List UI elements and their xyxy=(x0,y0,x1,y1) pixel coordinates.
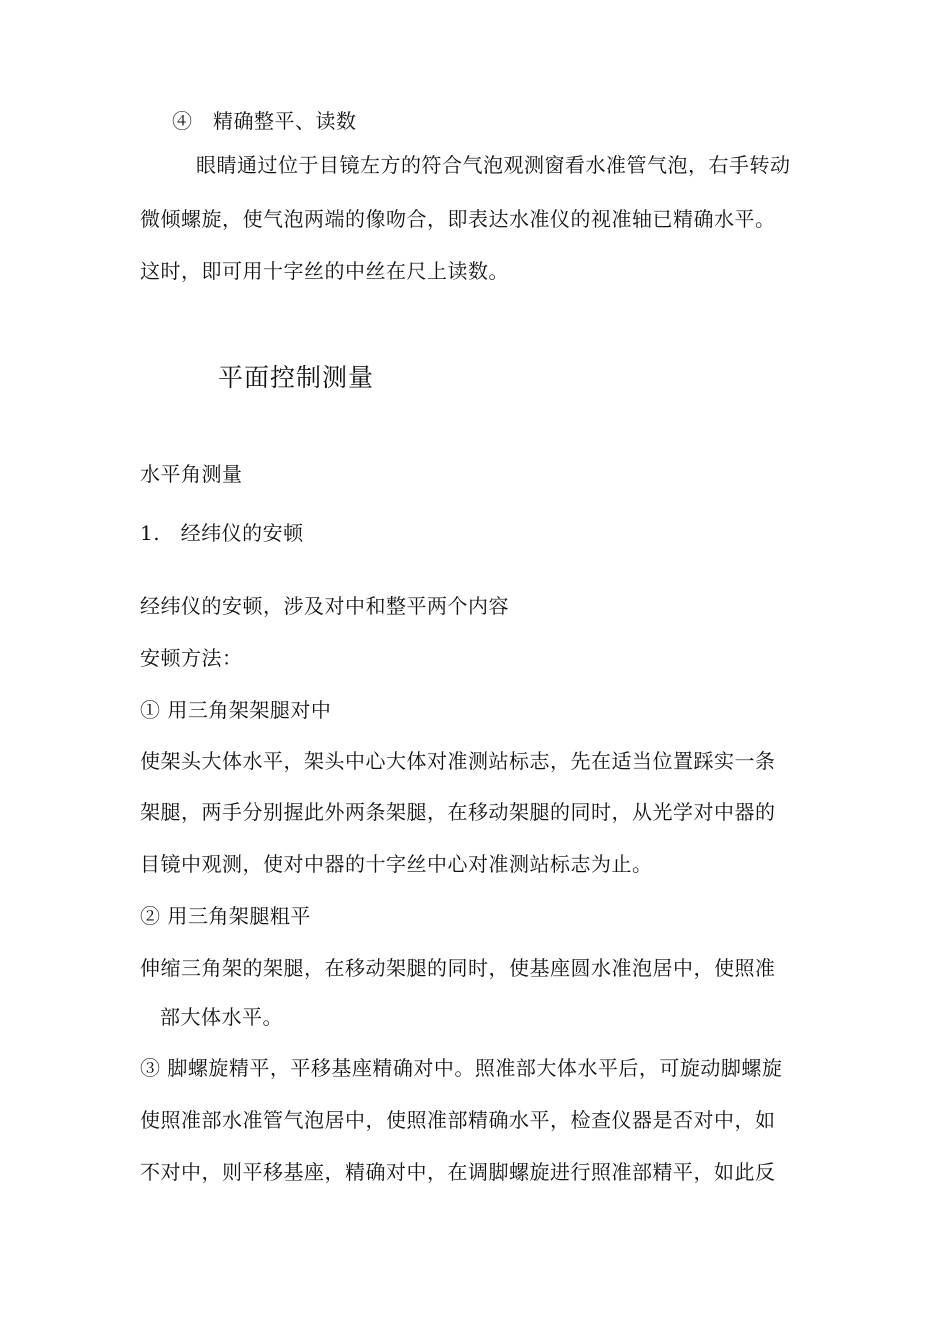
method-label: 安顿方法： xyxy=(140,646,243,670)
step-1-para-line-3: 目镜中观测，使对中器的十字丝中心对准测站标志为止。 xyxy=(140,852,653,876)
section-4-para-line-1: 眼睛通过位于目镜左方的符合气泡观测窗看水准管气泡，右手转动 xyxy=(196,153,791,177)
step-3-para-line-2: 使照准部水准管气泡居中，使照准部精确水平，检查仪器是否对中，如 xyxy=(140,1108,776,1132)
step-3-para-line-3: 不对中，则平移基座，精确对中，在调脚螺旋进行照准部精平，如此反 xyxy=(140,1160,776,1184)
section-4-para-line-2: 微倾螺旋，使气泡两端的像吻合，即表达水准仪的视准轴已精确水平。 xyxy=(140,207,776,231)
section-4-title: ④ 精确整平、读数 xyxy=(172,109,357,133)
subsection-title: 水平角测量 xyxy=(140,462,243,486)
step-2-para-line-2: 部大体水平。 xyxy=(160,1005,283,1029)
item-1-title: 1. 经纬仪的安顿 xyxy=(140,521,304,545)
step-1-para-line-1: 使架头大体水平，架头中心大体对准测站标志，先在适当位置踩实一条 xyxy=(140,749,776,773)
step-3-para-line-1: ③ 脚螺旋精平，平移基座精确对中。照准部大体水平后，可旋动脚螺旋 xyxy=(140,1056,783,1080)
section-4-para-line-3: 这时，即可用十字丝的中丝在尺上读数。 xyxy=(140,259,509,283)
step-1-para-line-2: 架腿，两手分别握此外两条架腿，在移动架腿的同时，从光学对中器的 xyxy=(140,800,776,824)
step-2-title: ② 用三角架腿粗平 xyxy=(140,904,311,928)
step-1-title: ① 用三角架架腿对中 xyxy=(140,698,332,722)
chapter-title: 平面控制测量 xyxy=(218,363,375,392)
step-2-para-line-1: 伸缩三角架的架腿，在移动架腿的同时，使基座圆水准泡居中，使照准 xyxy=(140,956,776,980)
item-1-intro: 经纬仪的安顿，涉及对中和整平两个内容 xyxy=(140,594,509,618)
